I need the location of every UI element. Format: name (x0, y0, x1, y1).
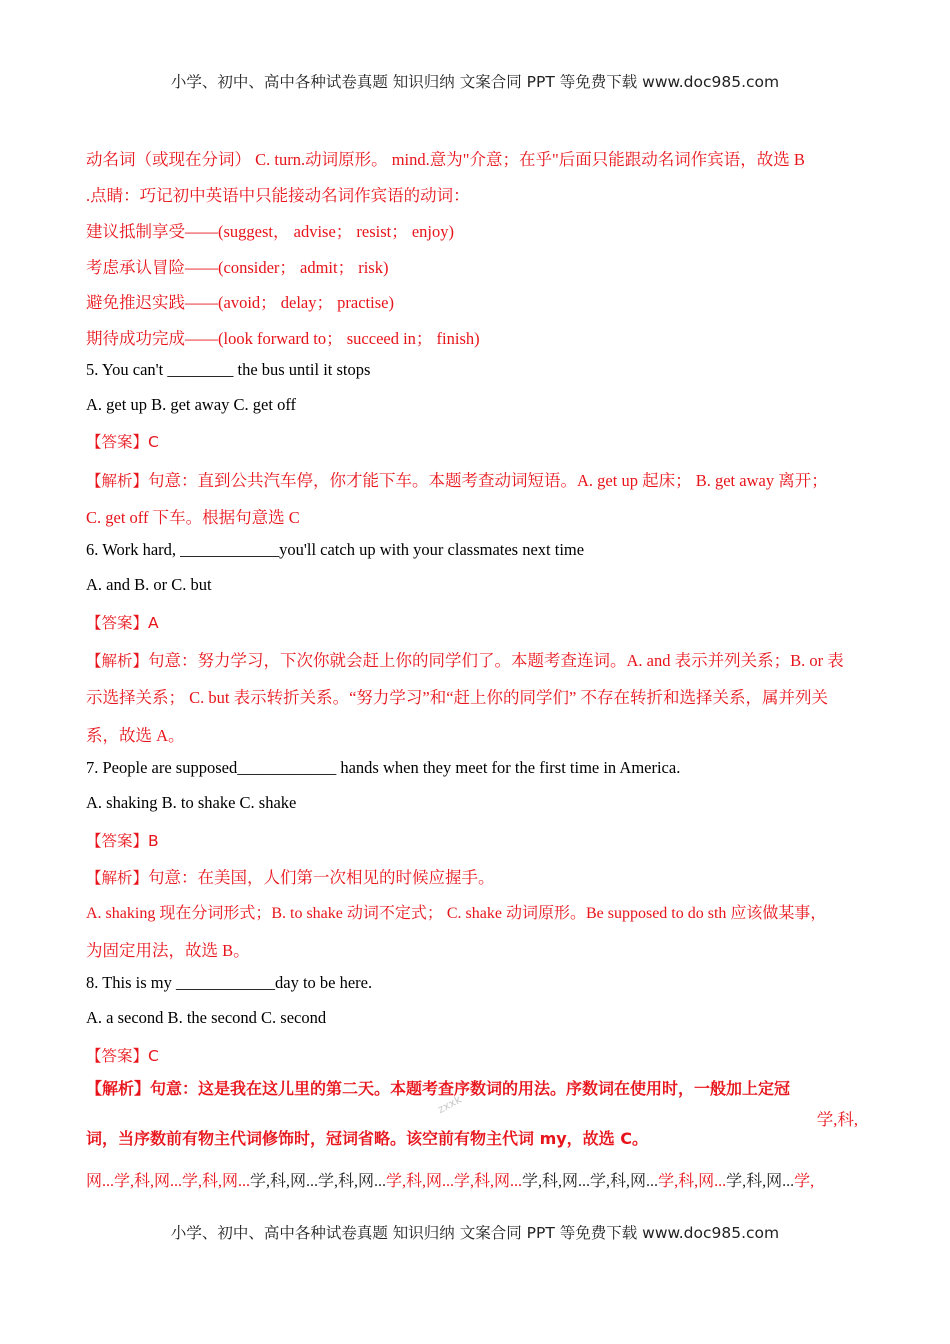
q5-question: 5. You can't ________ the bus until it stops (86, 360, 371, 379)
q8-analysis-1: 【解析】句意：这是我在这儿里的第二天。本题考查序数词的用法。序数词在使用时，一般加上定冠 (86, 1079, 791, 1098)
intro-line-2: .点睛：巧记初中英语中只能接动名词作宾语的动词： (86, 186, 470, 205)
q8-analysis-2: 词，当序数前有物主代词修饰时，冠词省略。该空前有物主代词 my，故选 C。 (86, 1129, 648, 1148)
noise-line: 网...学,科,网...学,科,网...学,科,网...学,科,网...学,科,网...学,科,网...学,科,网...学,科,网...学,科,网...学,科,网...学, (86, 1173, 815, 1190)
side-noise: 学,科, (816, 1110, 858, 1129)
answer-label: 【答案】 (86, 433, 149, 451)
q7-answer (86, 829, 159, 851)
q7-analysis-3: 为固定用法，故选 B。 (86, 941, 250, 960)
analysis-label: 【解析】 (86, 869, 149, 887)
page-footer: 小学、初中、高中各种试卷真题 知识归纳 文案合同 PPT 等免费下载 www.doc985.com (170, 1224, 780, 1242)
q5-options: A. get up B. get away C. get off (86, 395, 297, 414)
watermark-logo: zxxk (435, 1092, 464, 1117)
answer-value: C (148, 433, 159, 451)
q6-question: 6. Work hard, ____________you'll catch up with your classmates next time (86, 540, 585, 559)
analysis-label: 【解析】 (86, 472, 149, 490)
answer-label: 【答案】 (86, 1047, 149, 1065)
q5-analysis-1: 【解析】句意：直到公共汽车停，你才能下车。本题考查动词短语。A. get up 起床； B. get away 离开； (86, 471, 828, 490)
q6-analysis-2: 示选择关系； C. but 表示转折关系。“努力学习”和“赶上你的同学们” 不存在转折和选择关系，属并列关 (86, 688, 829, 707)
page-header: 小学、初中、高中各种试卷真题 知识归纳 文案合同 PPT 等免费下载 www.doc985.com (170, 73, 780, 91)
q6-options: A. and B. or C. but (86, 575, 212, 594)
answer-value: A (148, 614, 159, 632)
q7-analysis-1: 【解析】句意：在美国，人们第一次相见的时候应握手。 (86, 868, 495, 887)
answer-label: 【答案】 (86, 614, 149, 632)
intro-line-4: 考虑承认冒险——(consider； admit； risk) (86, 258, 389, 277)
q5-answer (86, 430, 159, 452)
intro-line-3: 建议抵制享受——(suggest， advise； resist； enjoy) (86, 222, 455, 241)
intro-line-6: 期待成功完成——(look forward to； succeed in； finish) (86, 329, 480, 348)
q6-analysis-1: 【解析】句意：努力学习，下次你就会赶上你的同学们了。本题考查连词。A. and 表示并列关系；B. or 表 (86, 651, 844, 670)
q6-analysis-3: 系，故选 A。 (86, 726, 185, 745)
intro-line-5: 避免推迟实践——(avoid； delay； practise) (86, 293, 394, 312)
q7-options: A. shaking B. to shake C. shake (86, 793, 297, 812)
q7-analysis-2: A. shaking 现在分词形式；B. to shake 动词不定式； C. shake 动词原形。Be supposed to do sth 应该做某事， (86, 905, 827, 922)
q5-analysis-2: C. get off 下车。根据句意选 C (86, 508, 300, 527)
analysis-label: 【解析】 (86, 652, 149, 670)
q8-answer (86, 1044, 159, 1066)
answer-label: 【答案】 (86, 832, 149, 850)
q6-answer (86, 611, 159, 633)
q8-question: 8. This is my ____________day to be here. (86, 973, 373, 992)
intro-line-1: 动名词（或现在分词） C. turn.动词原形。 mind.意为"介意；在乎"后面只能跟动名词作宾语，故选 B (86, 150, 805, 169)
answer-value: B (148, 832, 159, 850)
q7-question: 7. People are supposed____________ hands when they meet for the first time in America. (86, 758, 681, 777)
analysis-label: 【解析】 (86, 1079, 151, 1098)
answer-value: C (148, 1047, 159, 1065)
q8-options: A. a second B. the second C. second (86, 1008, 327, 1027)
